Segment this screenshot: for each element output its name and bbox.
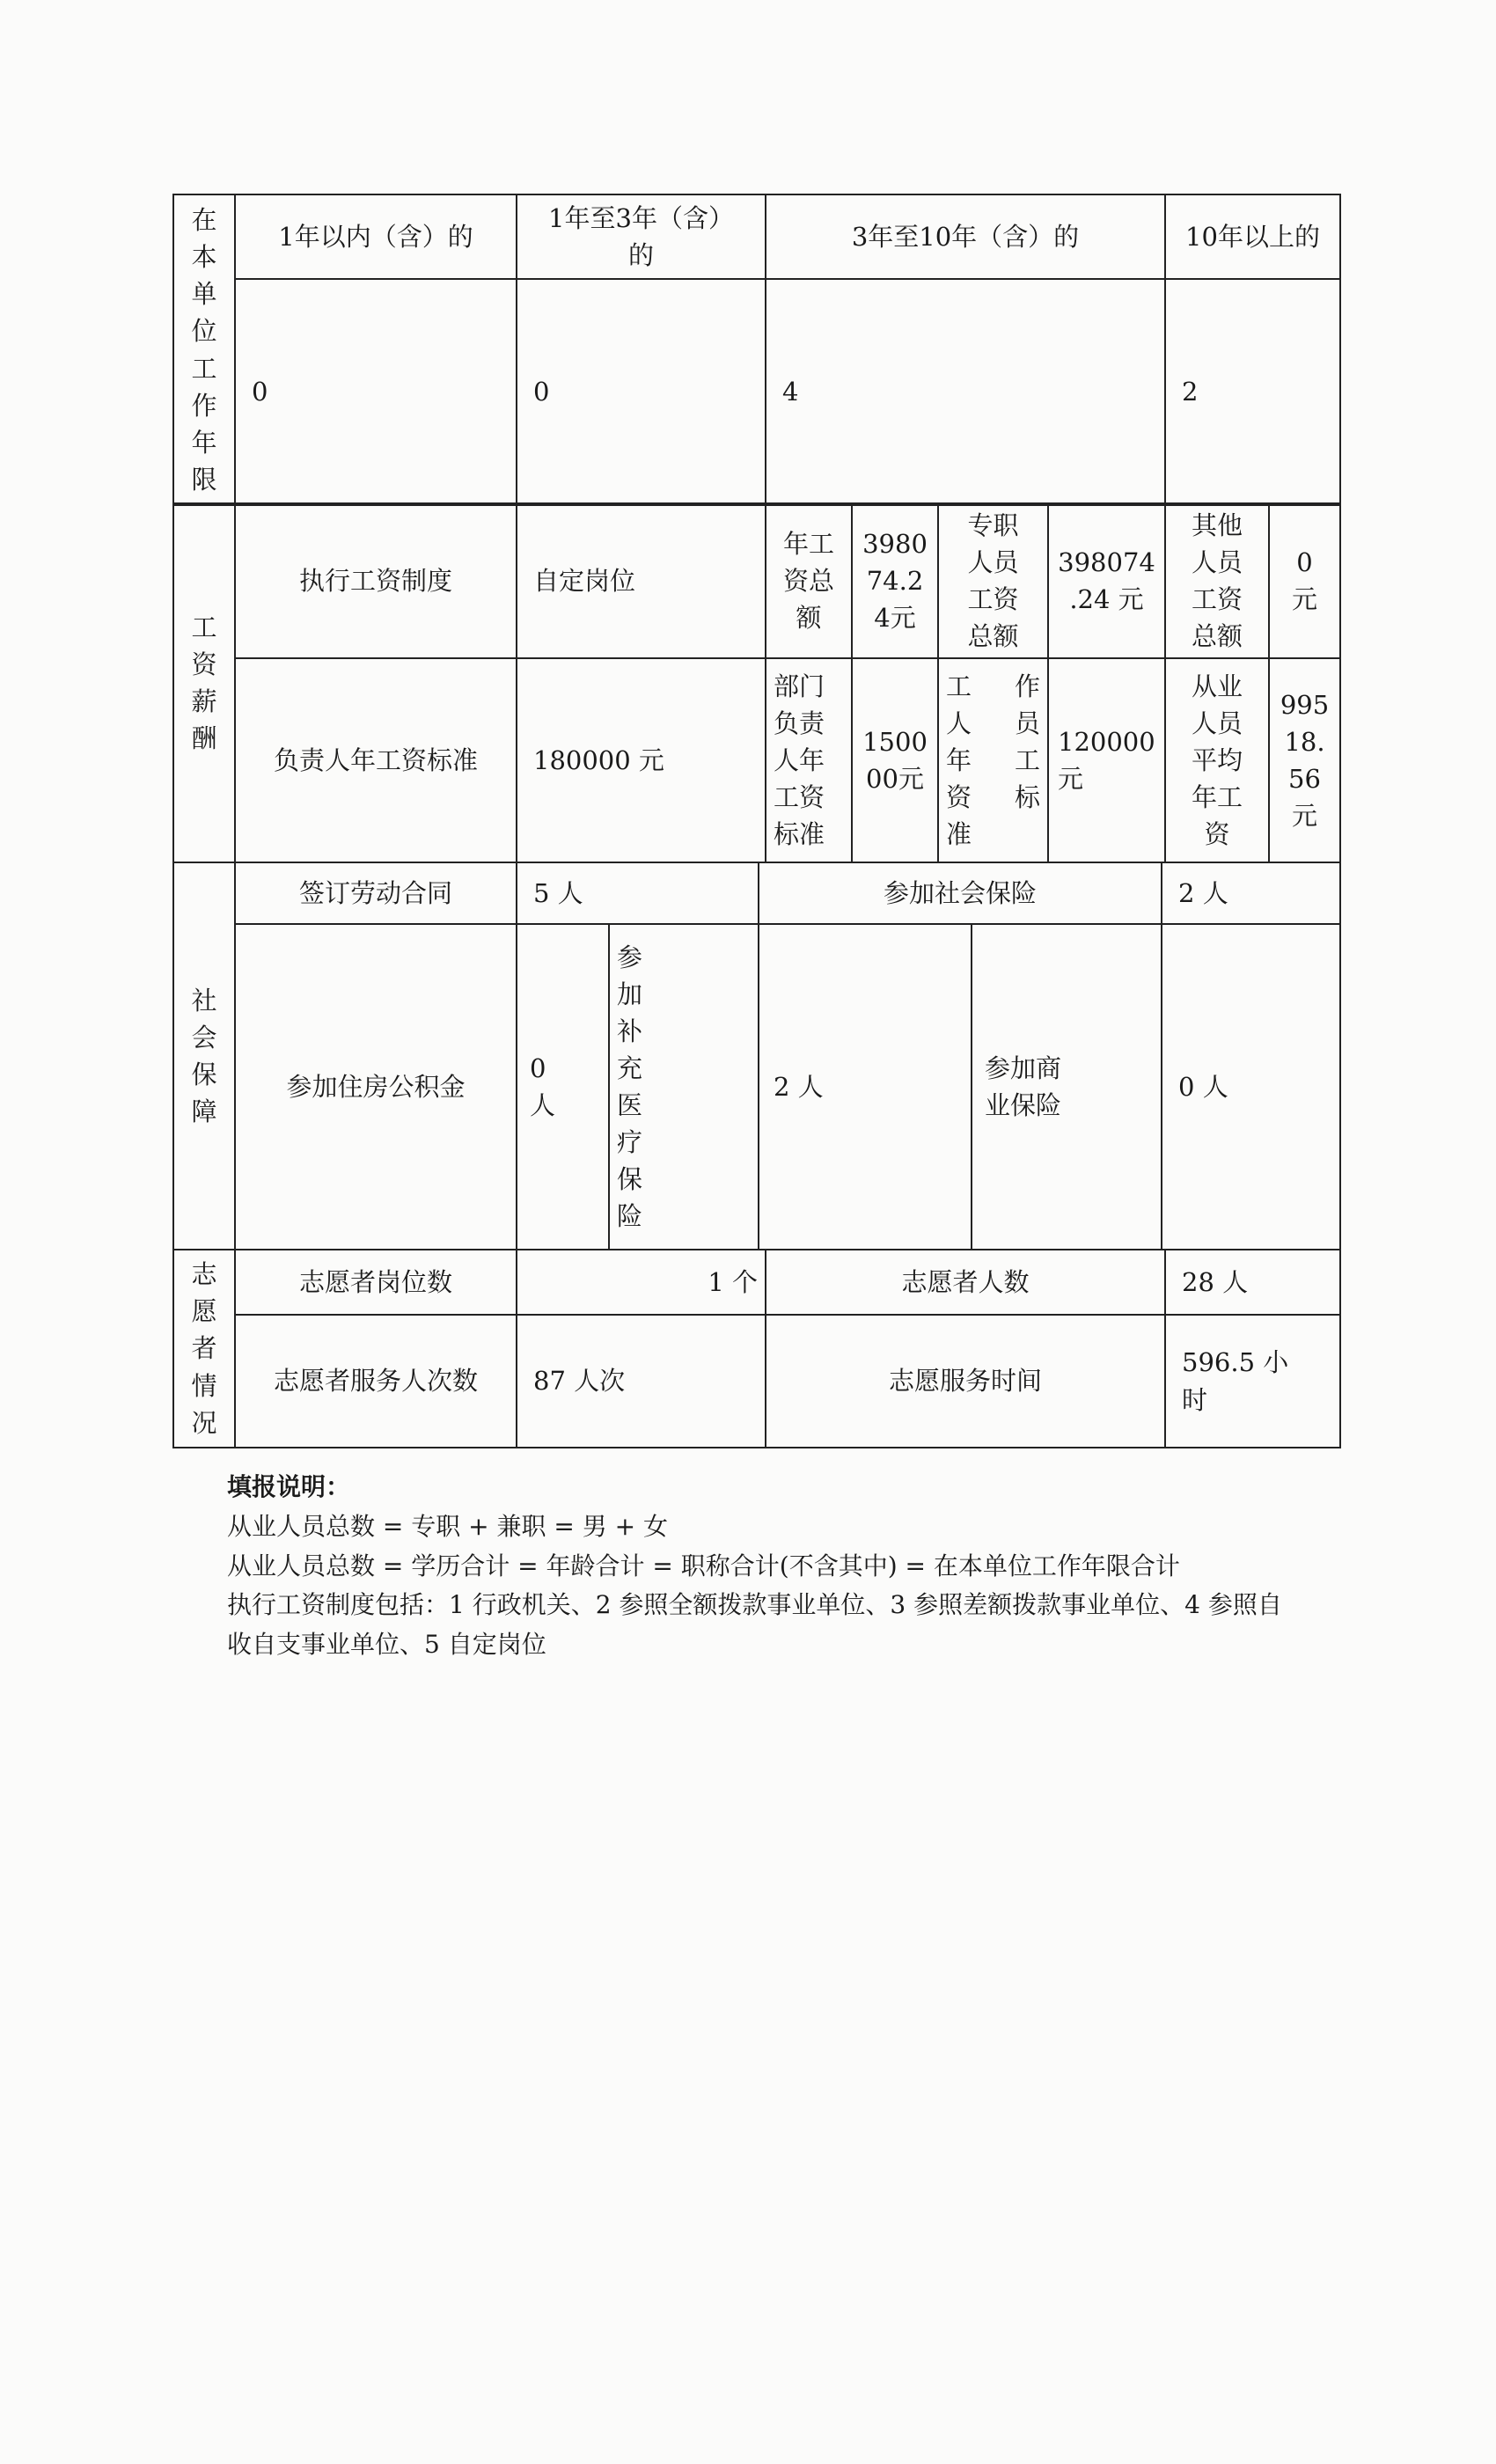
wage-system-label: 执行工资制度 xyxy=(235,503,517,658)
instructions-title: 填报说明： xyxy=(227,1472,351,1501)
salary-section-label: 工 资 薪 酬 xyxy=(173,503,235,862)
housing-fund-value: 0 人 xyxy=(517,924,609,1250)
social-insurance-label: 参加社会保险 xyxy=(759,862,1162,924)
supplementary-medical-value: 2 人 xyxy=(759,924,972,1250)
instructions-line-3: 执行工资制度包括：1 行政机关、2 参照全额拨款事业单位、3 参照差额拨款事业单位、4 参照自收自支事业单位、5 自定岗位 xyxy=(227,1590,1282,1660)
staff-wage-standard-value: 120000 元 xyxy=(1048,658,1165,862)
annual-wage-total-value: 3980 74.2 4元 xyxy=(852,503,938,658)
wage-system-value: 自定岗位 xyxy=(517,503,766,658)
fulltime-wage-total-value: 398074 .24 元 xyxy=(1048,503,1165,658)
tenure-value-1-3y: 0 xyxy=(517,279,766,505)
annual-wage-total-label: 年工 资总 额 xyxy=(766,503,852,658)
instructions-line-1: 从业人员总数 = 专职 + 兼职 = 男 + 女 xyxy=(227,1511,669,1541)
tenure-header-over-10y: 10年以上的 xyxy=(1165,194,1340,279)
tenure-header-3-10y: 3年至10年（含）的 xyxy=(766,194,1165,279)
head-wage-standard-label: 负责人年工资标准 xyxy=(235,658,517,862)
social-security-table xyxy=(172,862,1341,1250)
volunteer-service-hours-label: 志愿服务时间 xyxy=(766,1315,1165,1448)
volunteer-section-label: 志 愿 者 情 况 xyxy=(173,1250,235,1448)
tenure-table xyxy=(172,194,1341,506)
tenure-header-under-1y: 1年以内（含）的 xyxy=(235,194,517,279)
volunteer-posts-value: 1 个 xyxy=(517,1250,766,1315)
tenure-section-label: 在 本 单 位 工 作 年 限 xyxy=(173,194,235,505)
volunteer-posts-label: 志愿者岗位数 xyxy=(235,1250,517,1315)
dept-head-wage-label: 部门 负责 人年 工资 标准 xyxy=(766,658,852,862)
supplementary-medical-label: 参 加 补 充 医 疗 保 险 xyxy=(609,924,759,1250)
labor-contract-label: 签订劳动合同 xyxy=(235,862,517,924)
volunteer-count-value: 28 人 xyxy=(1165,1250,1340,1315)
social-insurance-value: 2 人 xyxy=(1162,862,1340,924)
tenure-value-over-10y: 2 xyxy=(1165,279,1340,505)
volunteer-count-label: 志愿者人数 xyxy=(766,1250,1165,1315)
tenure-value-under-1y: 0 xyxy=(235,279,517,505)
volunteer-table xyxy=(172,1249,1341,1448)
social-section-label: 社 会 保 障 xyxy=(173,862,235,1250)
tenure-header-1-3y: 1年至3年（含） 的 xyxy=(517,194,766,279)
instructions-line-2: 从业人员总数 = 学历合计 = 年龄合计 = 职称合计(不含其中) = 在本单位工作年限合计 xyxy=(227,1551,1180,1580)
staff-wage-standard-label: 工作 人员 年工 资标 准 xyxy=(938,658,1048,862)
volunteer-service-times-label: 志愿者服务人次数 xyxy=(235,1315,517,1448)
housing-fund-label: 参加住房公积金 xyxy=(235,924,517,1250)
volunteer-service-hours-value: 596.5 小 时 xyxy=(1165,1315,1340,1448)
other-wage-total-label: 其他 人员 工资 总额 xyxy=(1165,503,1269,658)
volunteer-service-times-value: 87 人次 xyxy=(517,1315,766,1448)
salary-table xyxy=(172,502,1341,863)
filling-instructions xyxy=(227,1468,1283,1665)
labor-contract-value: 5 人 xyxy=(517,862,759,924)
dept-head-wage-value: 1500 00元 xyxy=(852,658,938,862)
avg-wage-value: 995 18. 56 元 xyxy=(1269,658,1340,862)
commercial-insurance-label: 参加商 业保险 xyxy=(972,924,1162,1250)
tenure-value-3-10y: 4 xyxy=(766,279,1165,505)
fulltime-wage-total-label: 专职 人员 工资 总额 xyxy=(938,503,1048,658)
head-wage-standard-value: 180000 元 xyxy=(517,658,766,862)
avg-wage-label: 从业 人员 平均 年工 资 xyxy=(1165,658,1269,862)
commercial-insurance-value: 0 人 xyxy=(1162,924,1340,1250)
other-wage-total-value: 0 元 xyxy=(1269,503,1340,658)
